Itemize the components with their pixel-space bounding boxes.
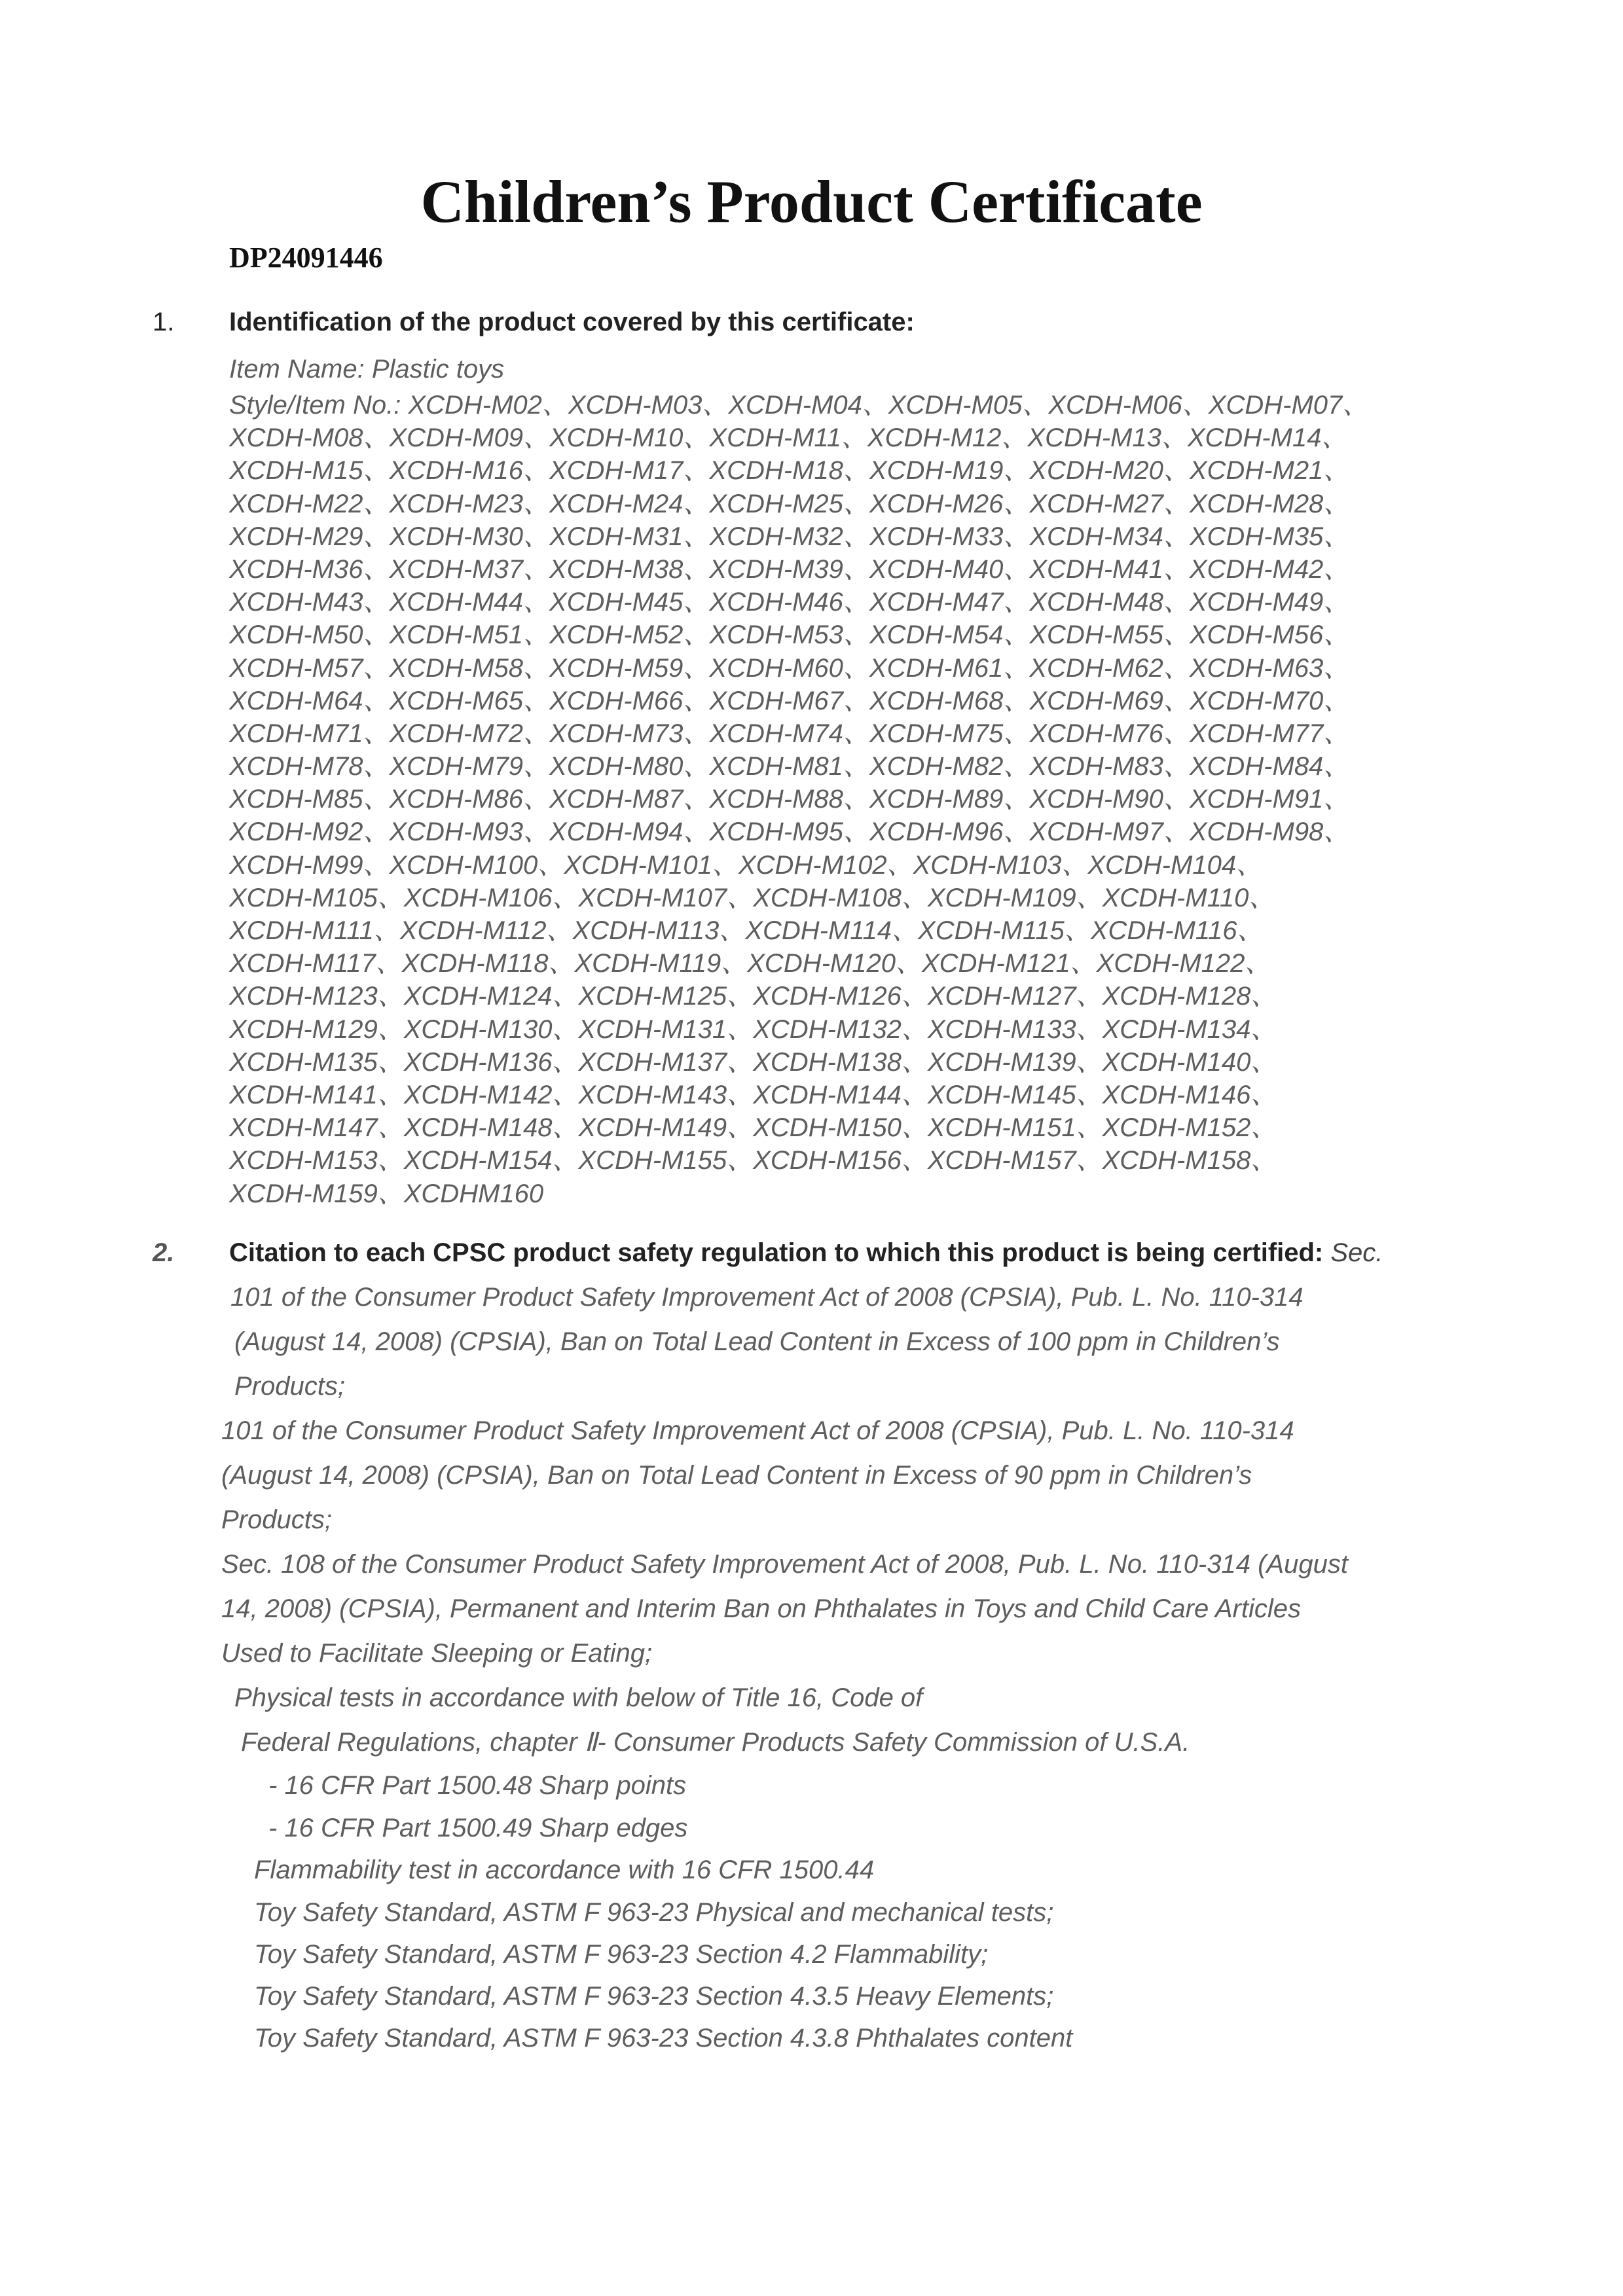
regulation-line: Toy Safety Standard, ASTM F 963-23 Physical and mechanical tests; — [254, 1898, 1054, 1927]
certificate-number: DP24091446 — [229, 242, 383, 274]
style-line: XCDH-M29、XCDH-M30、XCDH-M31、XCDH-M32、XCDH-M33、XCDH-M34、XCDH-M35、 — [229, 522, 1350, 551]
style-line: XCDH-M153、XCDH-M154、XCDH-M155、XCDH-M156、XCDH-M157、XCDH-M158、 — [229, 1146, 1277, 1175]
style-number-list — [229, 389, 1368, 1210]
regulation-line: (August 14, 2008) (CPSIA), Ban on Total Lead Content in Excess of 90 ppm in Children’s — [221, 1461, 1252, 1490]
style-line: XCDH-M105、XCDH-M106、XCDH-M107、XCDH-M108、XCDH-M109、XCDH-M110、 — [229, 883, 1275, 912]
style-line: XCDH-M147、XCDH-M148、XCDH-M149、XCDH-M150、XCDH-M151、XCDH-M152、 — [229, 1113, 1277, 1143]
regulation-line: Sec. 108 of the Consumer Product Safety Improvement Act of 2008, Pub. L. No. 110-314 (August — [221, 1550, 1348, 1579]
style-line: XCDH-M141、XCDH-M142、XCDH-M143、XCDH-M144、XCDH-M145、XCDH-M146、 — [229, 1080, 1277, 1109]
style-line: XCDH-M15、XCDH-M16、XCDH-M17、XCDH-M18、XCDH-M19、XCDH-M20、XCDH-M21、 — [229, 456, 1350, 486]
style-line: XCDH-M36、XCDH-M37、XCDH-M38、XCDH-M39、XCDH-M40、XCDH-M41、XCDH-M42、 — [229, 554, 1350, 584]
style-line: XCDH-M78、XCDH-M79、XCDH-M80、XCDH-M81、XCDH-M82、XCDH-M83、XCDH-M84、 — [229, 752, 1350, 781]
regulation-line: Toy Safety Standard, ASTM F 963-23 Section 4.3.8 Phthalates content — [254, 2024, 1073, 2053]
regulation-line: - 16 CFR Part 1500.49 Sharp edges — [268, 1814, 688, 1842]
style-line: XCDH-M159、XCDHM160 — [229, 1179, 544, 1208]
section2-number: 2. — [153, 1238, 175, 1267]
style-line: XCDH-M129、XCDH-M130、XCDH-M131、XCDH-M132、XCDH-M133、XCDH-M134、 — [229, 1014, 1277, 1044]
regulation-line: Toy Safety Standard, ASTM F 963-23 Section 4.3.5 Heavy Elements; — [254, 1982, 1054, 2011]
regulation-line: - 16 CFR Part 1500.48 Sharp points — [268, 1771, 687, 1800]
section2-heading-text: Citation to each CPSC product safety regulation to which this product is being certified: — [229, 1238, 1324, 1267]
style-line: XCDH-M43、XCDH-M44、XCDH-M45、XCDH-M46、XCDH-M47、XCDH-M48、XCDH-M49、 — [229, 588, 1350, 617]
regulation-line: Federal Regulations, chapter Ⅱ- Consumer Products Safety Commission of U.S.A. — [241, 1728, 1190, 1757]
regulation-line: Physical tests in accordance with below of Title 16, Code of — [234, 1683, 923, 1712]
regulation-line: Flammability test in accordance with 16 CFR 1500.44 — [254, 1856, 875, 1884]
regulation-line: 101 of the Consumer Product Safety Improvement Act of 2008 (CPSIA), Pub. L. No. 110-314 — [230, 1283, 1304, 1312]
style-line: XCDH-M71、XCDH-M72、XCDH-M73、XCDH-M74、XCDH-M75、XCDH-M76、XCDH-M77、 — [229, 719, 1350, 748]
style-line: XCDH-M50、XCDH-M51、XCDH-M52、XCDH-M53、XCDH-M54、XCDH-M55、XCDH-M56、 — [229, 620, 1350, 650]
regulation-line: 14, 2008) (CPSIA), Permanent and Interim Ban on Phthalates in Toys and Child Care Articles — [221, 1594, 1302, 1623]
style-line: XCDH-M22、XCDH-M23、XCDH-M24、XCDH-M25、XCDH-M26、XCDH-M27、XCDH-M28、 — [229, 489, 1350, 518]
section2-heading-tail: Sec. — [1323, 1238, 1383, 1267]
section2-heading — [229, 1240, 1383, 1266]
regulation-line: Products; — [221, 1505, 332, 1534]
document-title: Children’s Product Certificate — [420, 168, 1203, 235]
style-line: XCDH-M117、XCDH-M118、XCDH-M119、XCDH-M120、XCDH-M121、XCDH-M122、 — [229, 949, 1271, 978]
style-line: XCDH-M123、XCDH-M124、XCDH-M125、XCDH-M126、XCDH-M127、XCDH-M128、 — [229, 982, 1277, 1011]
regulation-line: 101 of the Consumer Product Safety Improvement Act of 2008 (CPSIA), Pub. L. No. 110-314 — [221, 1416, 1294, 1445]
style-line: XCDH-M92、XCDH-M93、XCDH-M94、XCDH-M95、XCDH-M96、XCDH-M97、XCDH-M98、 — [229, 817, 1350, 847]
regulation-line: Toy Safety Standard, ASTM F 963-23 Section 4.2 Flammability; — [254, 1940, 989, 1969]
section1-heading: Identification of the product covered by this certificate: — [229, 308, 915, 336]
style-line: XCDH-M64、XCDH-M65、XCDH-M66、XCDH-M67、XCDH-M68、XCDH-M69、XCDH-M70、 — [229, 686, 1350, 715]
style-line: XCDH-M111、XCDH-M112、XCDH-M113、XCDH-M114、XCDH-M115、XCDH-M116、 — [229, 916, 1264, 945]
regulation-line: (August 14, 2008) (CPSIA), Ban on Total Lead Content in Excess of 100 ppm in Children’s — [234, 1327, 1280, 1356]
style-line: XCDH-M135、XCDH-M136、XCDH-M137、XCDH-M138、XCDH-M139、XCDH-M140、 — [229, 1047, 1277, 1077]
style-line: XCDH-M99、XCDH-M100、XCDH-M101、XCDH-M102、XCDH-M103、XCDH-M104、 — [229, 850, 1263, 880]
style-line: XCDH-M57、XCDH-M58、XCDH-M59、XCDH-M60、XCDH-M61、XCDH-M62、XCDH-M63、 — [229, 653, 1350, 683]
style-line: Style/Item No.: XCDH-M02、XCDH-M03、XCDH-M04、XCDH-M05、XCDH-M06、XCDH-M07、 — [229, 391, 1369, 420]
regulation-line: Products; — [234, 1372, 345, 1401]
section1-number: 1. — [153, 308, 175, 336]
style-line: XCDH-M08、XCDH-M09、XCDH-M10、XCDH-M11、XCDH-M12、XCDH-M13、XCDH-M14、 — [229, 423, 1348, 453]
regulation-line: Used to Facilitate Sleeping or Eating; — [221, 1639, 653, 1668]
style-line: XCDH-M85、XCDH-M86、XCDH-M87、XCDH-M88、XCDH-M89、XCDH-M90、XCDH-M91、 — [229, 785, 1350, 814]
item-name: Item Name: Plastic toys — [229, 355, 505, 384]
